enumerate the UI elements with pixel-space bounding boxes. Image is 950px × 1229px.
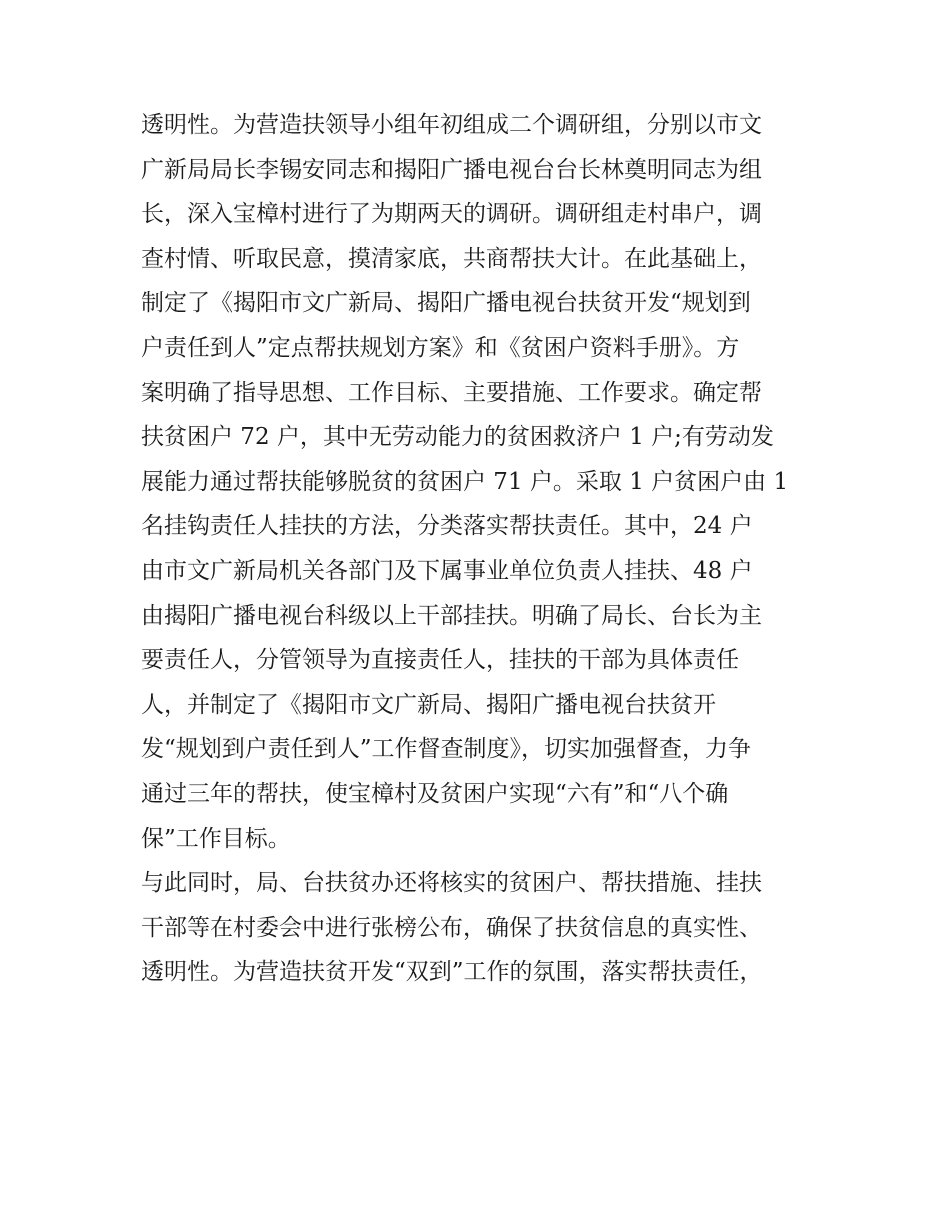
text-line: 保”工作目标。: [141, 825, 291, 852]
text-line: 展能力通过帮扶能够脱贫的贫困户 71 户。采取 1 户贫困户由 1: [141, 468, 789, 495]
text-line: 透明性。为营造扶领导小组年初组成二个调研组，分别以市文: [141, 112, 762, 138]
text-line: 户责任到人”定点帮扶规划方案》和《贫困户资料手册》。方: [141, 334, 740, 361]
text-line: 发“规划到户责任到人”工作督查制度》，切实加强督查，力争: [141, 736, 752, 763]
paragraph-1: [141, 103, 821, 861]
text-line: 与此同时，局、台扶贫办还将核实的贫困户、帮扶措施、挂扶: [141, 870, 762, 897]
text-line: 长，深入宝樟村进行了为期两天的调研。调研组走村串户，调: [141, 201, 762, 228]
text-line: 扶贫困户 72 户，其中无劳动能力的贫困救济户 1 户;有劳动发: [141, 424, 774, 451]
text-line: 人，并制定了《揭阳市文广新局、揭阳广播电视台扶贫开: [141, 691, 716, 718]
text-line: 制定了《揭阳市文广新局、揭阳广播电视台扶贫开发“规划到: [141, 290, 751, 317]
text-line: 干部等在村委会中进行张榜公布，确保了扶贫信息的真实性、: [141, 914, 762, 941]
text-line: 通过三年的帮扶，使宝樟村及贫困户实现“六有”和“八个确: [141, 780, 729, 807]
text-line: 查村情、听取民意，摸清家底，共商帮扶大计。在此基础上，: [141, 245, 762, 272]
text-line: 案明确了指导思想、工作目标、主要措施、工作要求。确定帮: [141, 379, 762, 406]
text-line: 由市文广新局机关各部门及下属事业单位负责人挂扶、48 户: [141, 557, 753, 584]
text-line: 透明性。为营造扶贫开发“双到”工作的氛围，落实帮扶责任，: [141, 959, 763, 986]
text-line: 广新局局长李锡安同志和揭阳广播电视台台长林奠明同志为组: [141, 156, 762, 183]
text-line: 由揭阳广播电视台科级以上干部挂扶。明确了局长、台长为主: [141, 602, 762, 629]
text-line: 要责任人，分管领导为直接责任人，挂扶的干部为具体责任: [141, 647, 739, 674]
paragraph-2: [141, 861, 821, 995]
text-line: 名挂钩责任人挂扶的方法，分类落实帮扶责任。其中，24 户: [141, 513, 753, 540]
body-text: [141, 103, 821, 995]
